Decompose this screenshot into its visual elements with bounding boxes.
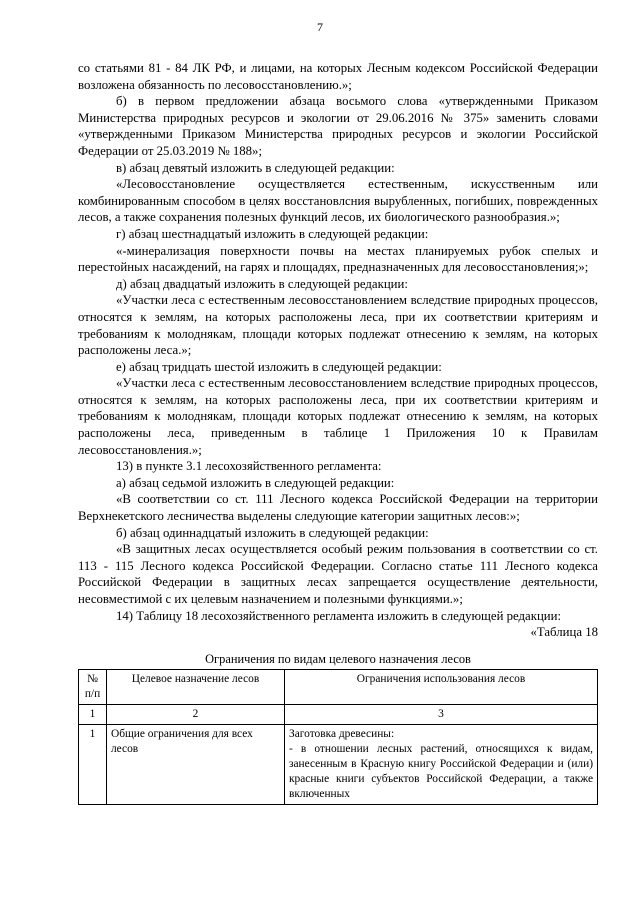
table-row — [79, 725, 598, 805]
page-number: 7 — [317, 20, 323, 34]
paragraph: «Участки леса с естественным лесовосстановлением вследствие природных процессов, относятся к землям, на которых расположены леса, при их соответствии критериям и требованиям к молоднякам, площади которых подлежат отнесению к землям, на которых расположены леса, приведенным в таблице 1 Приложения 10 к Правилам лесовосстановления.»; — [78, 376, 598, 457]
paragraph: «Лесовосстановление осуществляется естественным, искусственным или комбинированным способом в целях восстановлсния вырубленных, погибших, поврежденных лесов, а также сохранения полезных функций лесов, их биологического разнообразия.»; — [78, 177, 598, 225]
row-restrictions — [285, 725, 598, 805]
restriction-text: - в отношении лесных растений, относящихся к видам, занесенным в Красную книгу Российской Федерации и (или) красные книги субъектов Российской Федерации, а также включенных — [289, 743, 593, 801]
paragraph: «В защитных лесах осуществляется особый режим пользования в соответствии со ст. 113 - 115 Лесного кодекса Российской Федерации. Согласно статье 111 Лесного кодекса Российской Федерации в защитных лесах запрещается осуществление деятельности, несовместимой с их целевым назначением и полезными функциями.»; — [78, 542, 598, 606]
restrictions-table — [78, 669, 598, 805]
header-purpose: Целевое назначение лесов — [107, 670, 285, 705]
paragraph: б) в первом предложении абзаца восьмого слова «утвержденными Приказом Министерства природных ресурсов и экологии от 29.06.2016 № 375» заменить словами «утвержденными Приказом Министерства природных ресурсов и экологии Российской Федерации от 25.03.2019 № 188»; — [78, 94, 598, 158]
header-restrictions: Ограничения использования лесов — [285, 670, 598, 705]
row-number: 1 — [79, 725, 107, 805]
row-purpose: Общие ограничения для всех лесов — [107, 725, 285, 805]
column-number-3: 3 — [285, 705, 598, 725]
paragraph: 13) в пункте 3.1 лесохозяйственного регламента: — [116, 459, 382, 474]
paragraph: «-минерализация поверхности почвы на местах планируемых рубок спелых и перестойных насаждений, на гарях и площадях, предназначенных для лесовосстановления;»; — [78, 243, 598, 275]
paragraph: г) абзац шестнадцатый изложить в следующей редакции: — [116, 226, 429, 241]
paragraph-list — [78, 60, 598, 624]
header-number: № п/п — [79, 670, 107, 705]
paragraph: д) абзац двадцатый изложить в следующей редакции: — [116, 276, 408, 291]
paragraph: б) абзац одиннадцатый изложить в следующей редакции: — [116, 525, 429, 540]
paragraph: в) абзац девятый изложить в следующей редакции: — [116, 160, 395, 175]
table-numbering-row — [79, 705, 598, 725]
paragraph: е) абзац тридцать шестой изложить в следующей редакции: — [116, 359, 442, 374]
paragraph: «В соответствии со ст. 111 Лесного кодекса Российской Федерации на территории Верхнекетского лесничества выделены следующие категории защитных лесов:»; — [78, 492, 598, 524]
document-body — [78, 60, 598, 805]
paragraph: а) абзац седьмой изложить в следующей редакции: — [116, 475, 395, 490]
table-label: «Таблица 18 — [530, 625, 598, 640]
column-number-1: 1 — [79, 705, 107, 725]
table-title: Ограничения по видам целевого назначения лесов — [205, 651, 471, 666]
restriction-title: Заготовка древесины: — [289, 728, 395, 741]
paragraph: со статьями 81 - 84 ЛК РФ, и лицами, на которых Лесным кодексом Российской Федерации возложена обязанность по лесовосстановлению.»; — [78, 61, 598, 92]
paragraph: «Участки леса с естественным лесовосстановлением вследствие природных процессов, относятся к землям, на которых расположены леса, при их соответствии критериям и требованиям к молоднякам, площади которых подлежат отнесению к землям, на которых расположены леса.»; — [78, 293, 598, 358]
paragraph: 14) Таблицу 18 лесохозяйственного регламента изложить в следующей редакции: — [116, 608, 562, 623]
column-number-2: 2 — [107, 705, 285, 725]
table-header-row — [79, 670, 598, 705]
